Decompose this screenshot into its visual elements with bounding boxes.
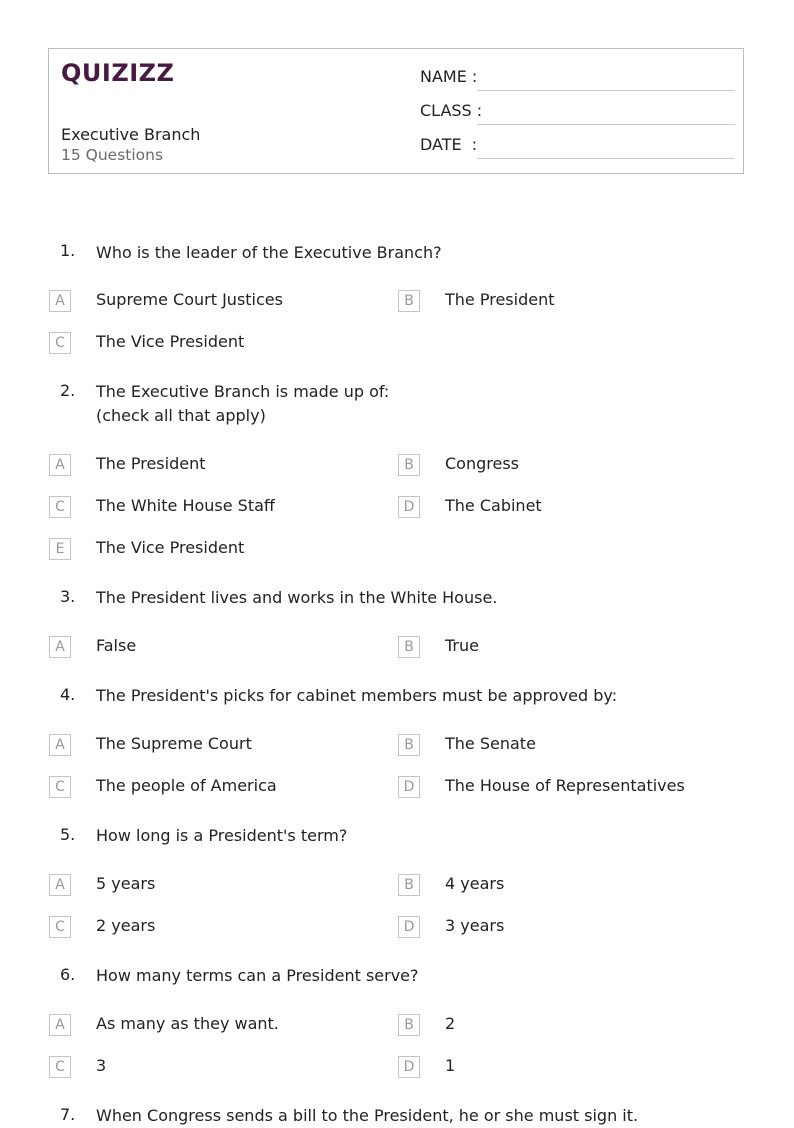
- option-letter-box[interactable]: D: [398, 776, 420, 798]
- option-letter-box[interactable]: A: [49, 1014, 71, 1036]
- option-letter-box[interactable]: A: [49, 636, 71, 658]
- question-number: 1.: [60, 241, 76, 260]
- question-text: The Executive Branch is made up of:: [96, 382, 390, 401]
- option-text: The Senate: [445, 734, 536, 753]
- option-text: 2: [445, 1014, 456, 1033]
- option-text: False: [96, 636, 137, 655]
- option-letter-box[interactable]: C: [49, 496, 71, 518]
- option-text: True: [445, 636, 479, 655]
- class-field[interactable]: [420, 101, 735, 125]
- question-number: 5.: [60, 825, 76, 844]
- option-text: The Vice President: [96, 332, 245, 351]
- option-text: As many as they want.: [96, 1014, 279, 1033]
- option-text: The people of America: [96, 776, 277, 795]
- option-letter-box[interactable]: D: [398, 496, 420, 518]
- option-letter-box[interactable]: A: [49, 454, 71, 476]
- name-line[interactable]: [477, 90, 735, 91]
- option-letter-box[interactable]: D: [398, 916, 420, 938]
- option-letter-box[interactable]: C: [49, 332, 71, 354]
- option-text: Supreme Court Justices: [96, 290, 283, 309]
- question-number: 6.: [60, 965, 76, 984]
- option-text: The President: [445, 290, 555, 309]
- question-number: 3.: [60, 587, 76, 606]
- option-letter-box[interactable]: C: [49, 776, 71, 798]
- date-label: DATE :: [420, 135, 478, 154]
- option-letter-box[interactable]: B: [398, 454, 420, 476]
- question-text: The President's picks for cabinet members must be approved by:: [96, 686, 618, 705]
- option-text: The Cabinet: [445, 496, 542, 515]
- date-line[interactable]: [477, 158, 735, 159]
- date-field[interactable]: [420, 135, 735, 159]
- option-letter-box[interactable]: B: [398, 874, 420, 896]
- class-label: CLASS :: [420, 101, 483, 120]
- option-letter-box[interactable]: B: [398, 636, 420, 658]
- question-text: Who is the leader of the Executive Branch?: [96, 243, 442, 262]
- option-letter-box[interactable]: D: [398, 1056, 420, 1078]
- question-text: How many terms can a President serve?: [96, 966, 419, 985]
- option-letter-box[interactable]: C: [49, 916, 71, 938]
- option-text: 3 years: [445, 916, 505, 935]
- option-text: 1: [445, 1056, 456, 1075]
- option-letter-box[interactable]: E: [49, 538, 71, 560]
- worksheet-title: Executive Branch: [61, 125, 201, 144]
- option-letter-box[interactable]: A: [49, 874, 71, 896]
- option-text: The White House Staff: [96, 496, 275, 515]
- question-text: The President lives and works in the White House.: [96, 588, 498, 607]
- option-text: The President: [96, 454, 206, 473]
- option-letter-box[interactable]: C: [49, 1056, 71, 1078]
- name-label: NAME :: [420, 67, 478, 86]
- option-text: 4 years: [445, 874, 505, 893]
- name-field[interactable]: [420, 67, 735, 91]
- option-text: The Supreme Court: [96, 734, 252, 753]
- option-text: 3: [96, 1056, 107, 1075]
- option-letter-box[interactable]: A: [49, 734, 71, 756]
- question-count: 15 Questions: [61, 146, 164, 164]
- question-number: 2.: [60, 381, 76, 400]
- question-text: When Congress sends a bill to the President, he or she must sign it.: [96, 1106, 639, 1125]
- option-letter-box[interactable]: B: [398, 1014, 420, 1036]
- question-text: How long is a President's term?: [96, 826, 348, 845]
- question-subtext: (check all that apply): [96, 406, 266, 425]
- option-letter-box[interactable]: B: [398, 734, 420, 756]
- option-text: 2 years: [96, 916, 156, 935]
- quizizz-logo: QUIZIZZ: [61, 59, 175, 87]
- option-text: The House of Representatives: [445, 776, 685, 795]
- option-text: Congress: [445, 454, 519, 473]
- question-number: 4.: [60, 685, 76, 704]
- worksheet-header: [48, 48, 744, 174]
- option-letter-box[interactable]: A: [49, 290, 71, 312]
- class-line[interactable]: [477, 124, 735, 125]
- question-number: 7.: [60, 1105, 76, 1124]
- option-text: The Vice President: [96, 538, 245, 557]
- option-letter-box[interactable]: B: [398, 290, 420, 312]
- option-text: 5 years: [96, 874, 156, 893]
